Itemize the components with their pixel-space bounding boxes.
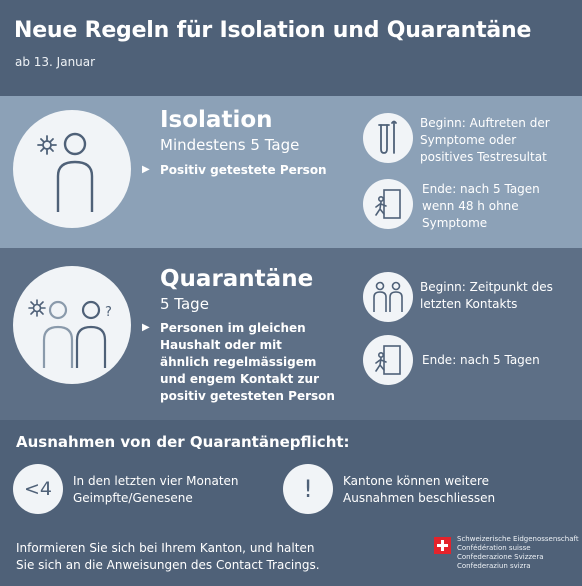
infected-person-icon: [13, 110, 131, 228]
isolation-duration: Mindestens 5 Tage: [160, 136, 300, 154]
cantons-circle: [283, 464, 333, 514]
isolation-heading: Isolation: [160, 107, 273, 133]
exit-door-icon: [363, 335, 413, 385]
exit-door-circle: [363, 179, 413, 229]
less-than-four-icon: <4: [23, 478, 52, 500]
exit-door-circle: [363, 335, 413, 385]
exception-vaccinated: In den letzten vier Monaten Geimpfte/Genesene: [73, 474, 239, 505]
quarantine-end: Ende: nach 5 Tagen: [422, 353, 540, 367]
exit-door-icon: [363, 179, 413, 229]
contact-persons-icon: [13, 266, 131, 384]
two-persons-circle: [363, 272, 413, 322]
bullet-arrow-icon: ▶: [142, 322, 150, 333]
isolation-end: Ende: nach 5 Tagen wenn 48 h ohne Symptome: [422, 182, 540, 230]
two-persons-icon: [363, 272, 413, 322]
isolation-person-circle: [13, 110, 131, 228]
question-mark-icon: ?: [105, 305, 112, 320]
isolation-start: Beginn: Auftreten der Symptome oder positives Testresultat: [420, 116, 550, 164]
quarantine-persons-circle: [13, 266, 131, 384]
bullet-arrow-icon: ▶: [142, 164, 150, 175]
quarantine-start: Beginn: Zeitpunkt des letzten Kontakts: [420, 280, 553, 311]
vaccinated-circle: [13, 464, 63, 514]
page-title: Neue Regeln für Isolation und Quarantäne: [14, 18, 532, 43]
quarantine-bullet: Personen im gleichen Haushalt oder mit ähnlich regelmässigem und engem Kontakt zur positiv getesteten Person: [160, 321, 335, 403]
exceptions-heading: Ausnahmen von der Quarantänepflicht:: [16, 433, 350, 451]
page-subtitle: ab 13. Januar: [15, 55, 96, 69]
quarantine-heading: Quarantäne: [160, 266, 314, 292]
swiss-flag-icon: [434, 537, 451, 554]
test-tube-icon: [363, 113, 413, 163]
exclamation-icon: !: [303, 475, 313, 503]
federal-logo-text: Schweizerische Eidgenossenschaft Confédération suisse Confederazione Svizzera Confederaziun svizra: [457, 535, 579, 570]
quarantine-duration: 5 Tage: [160, 295, 209, 313]
exception-cantons: Kantone können weitere Ausnahmen beschliessen: [343, 474, 496, 505]
test-tube-circle: [363, 113, 413, 163]
isolation-bullet: Positiv getestete Person: [160, 163, 327, 177]
footer-note: Informieren Sie sich bei Ihrem Kanton, und halten Sie sich an die Anweisungen des Contact Tracings.: [16, 541, 320, 572]
